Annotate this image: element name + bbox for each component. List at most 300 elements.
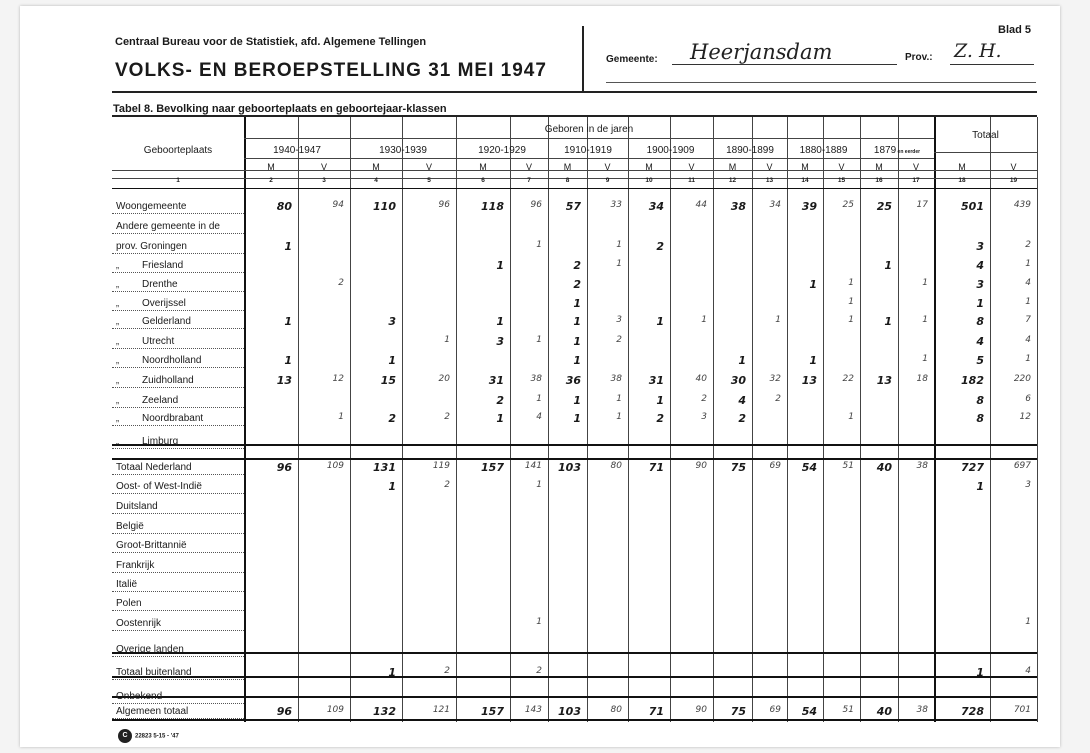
ditto-mark: „ [116, 260, 119, 270]
table-cell-value: 3 [496, 335, 504, 348]
table-cell-value: 1 [573, 354, 581, 367]
row-label-rule [112, 387, 244, 389]
row-label [116, 667, 192, 678]
table-header-rule [934, 152, 1037, 153]
row-label-text: Italië [116, 579, 138, 590]
table-cell-value: 40 [695, 374, 707, 384]
row-label [116, 436, 178, 447]
table-cell-value: 1 [884, 315, 892, 328]
row-label [116, 279, 178, 290]
table-section-rule [112, 652, 1037, 654]
page-number: Blad 5 [998, 24, 1032, 36]
provincie-underline [950, 64, 1034, 65]
table-cell-value: 8 [976, 315, 984, 328]
table-cell-value: 1 [573, 315, 581, 328]
row-label [116, 521, 144, 532]
row-label [116, 540, 187, 551]
column-number: 2 [269, 177, 273, 184]
table-cell-value: 4 [976, 259, 984, 272]
table-cell-value: 1 [848, 278, 854, 288]
table-cell-value: 1 [738, 354, 746, 367]
table-cell-value: 118 [481, 200, 504, 213]
table-cell-value: 182 [961, 374, 984, 387]
super-header: Geboren in de jaren [544, 124, 634, 135]
table-cell-value: 109 [326, 705, 344, 715]
column-number: 19 [1009, 177, 1018, 184]
table-cell-value: 4 [536, 412, 542, 422]
cbs-logo-icon: C [118, 729, 132, 743]
table-section-rule [112, 458, 1037, 460]
table-cell-value: 13 [876, 374, 892, 387]
row-label-text: Gelderland [142, 316, 191, 327]
table-cell-value: 12 [332, 374, 344, 384]
row-label-text: Andere gemeente in de [116, 221, 220, 232]
header-rule [112, 91, 1037, 93]
table-section-rule [112, 444, 1037, 446]
footer-print-code [118, 729, 179, 743]
table-cell-value: 1 [848, 412, 854, 422]
table-cell-value: 1 [536, 240, 542, 250]
year-class-header: 1930-1939 [379, 145, 427, 156]
column-number: 5 [427, 177, 431, 184]
table-cell-value: 2 [656, 240, 664, 253]
row-label-rule [112, 367, 244, 369]
table-cell-value: 34 [648, 200, 664, 213]
table-cell-value: 31 [488, 374, 504, 387]
table-cell-value: 1 [388, 480, 396, 493]
sex-header-m: M [267, 162, 275, 172]
table-cell-value: 71 [648, 705, 664, 718]
column-number: 12 [728, 177, 737, 184]
provincie-value: Z. H. [954, 40, 1002, 62]
sex-header-m: M [958, 162, 966, 172]
table-cell-value: 1 [922, 278, 928, 288]
table-cell-value: 2 [738, 412, 746, 425]
table-cell-value: 7 [1025, 315, 1031, 325]
ditto-mark: „ [116, 298, 119, 308]
row-label [116, 201, 186, 212]
table-cell-value: 697 [1013, 461, 1031, 471]
table-cell-value: 119 [432, 461, 450, 471]
table-cell-value: 1 [573, 297, 581, 310]
table-cell-value: 31 [648, 374, 664, 387]
table-cell-value: 1 [848, 315, 854, 325]
table-cell-value: 1 [496, 259, 504, 272]
column-number: 4 [374, 177, 378, 184]
table-cell-value: 6 [1025, 394, 1031, 404]
table-cell-value: 54 [801, 461, 817, 474]
table-cell-value: 1 [1025, 617, 1031, 627]
table-cell-value: 1 [284, 315, 292, 328]
sex-header-m: M [645, 162, 653, 172]
table-cell-value: 44 [695, 200, 707, 210]
table-cell-value: 3 [616, 315, 622, 325]
sex-header-m: M [372, 162, 380, 172]
table-section-rule [112, 188, 1037, 189]
gemeente-value: Heerjansdam [690, 40, 833, 64]
table-cell-value: 439 [1013, 200, 1031, 210]
row-label-rule [112, 572, 244, 574]
table-cell-value: 2 [338, 278, 344, 288]
row-label-text: Groot-Brittannië [116, 540, 187, 551]
table-cell-value: 69 [769, 705, 781, 715]
table-cell-value: 69 [769, 461, 781, 471]
row-label [116, 598, 142, 609]
row-label [116, 413, 203, 424]
table-cell-value: 157 [481, 705, 504, 718]
table-cell-value: 1 [496, 412, 504, 425]
table-cell-value: 1 [976, 480, 984, 493]
row-label-text: Oostenrijk [116, 618, 162, 629]
column-number: 15 [837, 177, 846, 184]
table-cell-value: 75 [730, 461, 746, 474]
column-number: 3 [322, 177, 326, 184]
table-cell-value: 1 [809, 278, 817, 291]
table-cell-value: 80 [276, 200, 292, 213]
row-label-rule [112, 213, 244, 215]
table-cell-value: 96 [276, 461, 292, 474]
row-label-text: Duitsland [116, 501, 158, 512]
sex-header-v: V [838, 162, 845, 172]
table-cell-value: 1 [616, 240, 622, 250]
table-cell-value: 1 [884, 259, 892, 272]
provincie-label: Prov.: [905, 52, 933, 63]
row-label-rule [112, 425, 244, 427]
row-label [116, 560, 154, 571]
table-cell-value: 12 [1019, 412, 1031, 422]
table-cell-value: 33 [610, 200, 622, 210]
table-cell-value: 8 [976, 394, 984, 407]
header-organisation: Centraal Bureau voor de Statistiek, afd. Algemene Tellingen [115, 36, 427, 48]
table-cell-value: 75 [730, 705, 746, 718]
row-label-text: Woongemeente [116, 201, 187, 212]
row-label-rule [112, 348, 244, 350]
table-cell-value: 3 [701, 412, 707, 422]
table-cell-value: 2 [496, 394, 504, 407]
row-label [116, 579, 137, 590]
table-cell-value: 727 [961, 461, 984, 474]
row-label-rule [112, 552, 244, 554]
table-cell-value: 51 [842, 461, 854, 471]
table-cell-value: 220 [1013, 374, 1031, 384]
year-class-header: 1940-1947 [273, 145, 321, 156]
column-number: 16 [875, 177, 883, 184]
years-suffix: en eerder [896, 149, 921, 155]
geboorteplaats-header: Geboorteplaats [143, 145, 213, 156]
row-label-rule [112, 679, 244, 681]
row-label [116, 395, 178, 406]
row-label-text: Zuidholland [142, 375, 194, 386]
table-cell-value: 38 [730, 200, 746, 213]
table-cell-value: 728 [961, 705, 984, 718]
table-cell-value: 22 [842, 374, 854, 384]
row-label [116, 260, 183, 271]
table-cell-value: 3 [388, 315, 396, 328]
table-section-rule [112, 719, 1037, 721]
table-cell-value: 1 [656, 315, 664, 328]
table-cell-value: 36 [565, 374, 581, 387]
table-cell-value: 39 [801, 200, 817, 213]
table-cell-value: 1 [496, 315, 504, 328]
table-cell-value: 1 [388, 666, 396, 679]
footer-code: 22823 5-15 - '47 [135, 733, 179, 740]
table-cell-value: 38 [916, 461, 928, 471]
table-cell-value: 30 [730, 374, 746, 387]
table-cell-value: 1 [388, 354, 396, 367]
row-label [116, 501, 158, 512]
column-number: 9 [605, 177, 610, 184]
sex-header-m: M [563, 162, 572, 172]
table-cell-value: 4 [1025, 335, 1031, 345]
row-label [116, 618, 161, 629]
row-label-text: Algemeen totaal [116, 706, 189, 717]
table-cell-value: 57 [565, 200, 581, 213]
row-label [116, 241, 187, 252]
ditto-mark: „ [116, 375, 119, 385]
header-title: VOLKS- EN BEROEPSTELLING 31 MEI 1947 [115, 60, 547, 81]
table-cell-value: 34 [769, 200, 781, 210]
table-cell-value: 1 [616, 394, 622, 404]
row-label-text: Limburg [142, 436, 179, 447]
table-cell-value: 4 [1025, 666, 1031, 676]
column-number: 8 [565, 177, 570, 184]
column-number: 13 [765, 177, 774, 184]
table-cell-value: 1 [701, 315, 707, 325]
row-label-rule [112, 272, 244, 274]
table-cell-value: 2 [388, 412, 396, 425]
row-label-rule [112, 493, 244, 495]
table-cell-value: 25 [842, 200, 854, 210]
column-number: 1 [176, 177, 180, 184]
sex-header-v: V [525, 162, 532, 172]
ditto-mark: „ [116, 279, 119, 289]
sex-header-v: V [320, 162, 327, 172]
table-cell-value: 1 [1025, 354, 1031, 364]
table-cell-value: 90 [695, 461, 707, 471]
table-cell-value: 38 [916, 705, 928, 715]
sex-header-v: V [1010, 162, 1017, 172]
row-label-text: Friesland [142, 260, 184, 271]
table-cell-value: 2 [616, 335, 622, 345]
table-cell-value: 132 [373, 705, 396, 718]
table-cell-value: 1 [536, 394, 542, 404]
row-label [116, 316, 191, 327]
table-cell-value: 143 [524, 705, 542, 715]
row-label [116, 375, 194, 386]
table-cell-value: 1 [616, 412, 622, 422]
sex-header-v: V [688, 162, 695, 172]
row-label-rule [112, 630, 244, 632]
sex-header-v: V [912, 162, 919, 172]
table-cell-value: 1 [573, 335, 581, 348]
row-label-text: Noordbrabant [142, 413, 204, 424]
row-label-rule [112, 407, 244, 409]
table-cell-value: 110 [373, 200, 396, 213]
column-number: 10 [645, 177, 653, 184]
row-label-rule [112, 703, 244, 705]
table-cell-value: 1 [976, 297, 984, 310]
table-title: Tabel 8. Bevolking naar geboorteplaats en geboortejaar-klassen [113, 103, 447, 115]
table-cell-value: 141 [524, 461, 542, 471]
table-cell-value: 131 [373, 461, 396, 474]
row-label-rule [112, 474, 244, 476]
row-label [116, 706, 188, 717]
row-label-text: Totaal Nederland [116, 462, 192, 473]
table-cell-value: 40 [876, 705, 892, 718]
table-header-rule [244, 138, 934, 139]
table-cell-value: 4 [976, 335, 984, 348]
table-cell-value: 1 [976, 666, 984, 679]
row-label-rule [112, 718, 244, 720]
row-label-text: prov. Groningen [116, 241, 187, 252]
ditto-mark: „ [116, 336, 119, 346]
table-cell-value: 2 [573, 278, 581, 291]
table-cell-value: 157 [481, 461, 504, 474]
year-class-header: 1880-1889 [799, 145, 848, 156]
table-cell-value: 701 [1013, 705, 1031, 715]
row-label-text: Polen [116, 598, 142, 609]
table-cell-value: 1 [536, 335, 542, 345]
table-cell-value: 4 [1025, 278, 1031, 288]
year-class-header: 1920-1929 [478, 145, 526, 156]
table-cell-value: 103 [558, 705, 581, 718]
year-class-header: 1890-1899 [726, 145, 774, 156]
table-cell-value: 1 [284, 240, 292, 253]
row-label-rule [112, 448, 244, 450]
header-rule-right [606, 82, 1036, 83]
sex-header-m: M [801, 162, 809, 172]
table-cell-value: 121 [432, 705, 450, 715]
table-cell-value: 1 [338, 412, 344, 422]
year-class-header: 1879 en eerder [873, 145, 921, 156]
table-cell-value: 38 [530, 374, 542, 384]
row-label [116, 691, 162, 702]
table-cell-value: 80 [610, 461, 622, 471]
column-number: 17 [912, 177, 920, 184]
table-cell-value: 1 [775, 315, 781, 325]
gemeente-label: Gemeente: [606, 54, 658, 65]
table-cell-value: 17 [916, 200, 928, 210]
ditto-mark: „ [116, 355, 119, 365]
sex-header-v: V [766, 162, 773, 172]
table-cell-value: 3 [976, 278, 984, 291]
table-cell-value: 71 [648, 461, 664, 474]
row-label-rule [112, 591, 244, 593]
row-label-text: Frankrijk [116, 560, 155, 571]
row-label-rule [112, 656, 244, 658]
row-label-text: Noordholland [142, 355, 202, 366]
row-label-rule [112, 291, 244, 293]
table-cell-value: 1 [444, 335, 450, 345]
ditto-mark: „ [116, 395, 119, 405]
row-label [116, 336, 174, 347]
table-cell-value: 90 [695, 705, 707, 715]
table-cell-value: 2 [775, 394, 781, 404]
table-cell-value: 32 [769, 374, 781, 384]
table-cell-value: 8 [976, 412, 984, 425]
row-label-text: Drenthe [142, 279, 178, 290]
ditto-mark: „ [116, 316, 119, 326]
row-label-text: Overijssel [142, 298, 186, 309]
column-number: 11 [688, 177, 695, 184]
table-cell-value: 3 [976, 240, 984, 253]
year-class-header: 1900-1909 [646, 145, 695, 156]
total-header: Totaal [972, 130, 999, 141]
table-cell-value: 54 [801, 705, 817, 718]
table-cell-value: 1 [573, 394, 581, 407]
row-label-rule [112, 610, 244, 612]
column-number: 7 [527, 177, 531, 184]
table-cell-value: 38 [610, 374, 622, 384]
table-section-rule [112, 696, 1037, 698]
table-cell-value: 1 [616, 259, 622, 269]
table-cell-value: 1 [848, 297, 854, 307]
table-cell-value: 1 [1025, 297, 1031, 307]
table-cell-value: 2 [1025, 240, 1031, 250]
row-label-text: Onbekend [116, 691, 163, 702]
column-number: 14 [801, 177, 809, 184]
table-cell-value: 94 [332, 200, 344, 210]
table-cell-value: 1 [922, 315, 928, 325]
column-number: 18 [958, 177, 966, 184]
table-cell-value: 25 [876, 200, 892, 213]
table-cell-value: 20 [438, 374, 450, 384]
sex-header-m: M [875, 162, 883, 172]
table-cell-value: 109 [326, 461, 344, 471]
table-cell-value: 13 [801, 374, 817, 387]
sex-header-m: M [479, 162, 487, 172]
header-divider [582, 26, 584, 92]
row-label [116, 298, 186, 309]
row-label [116, 644, 184, 655]
row-label-rule [112, 533, 244, 535]
sex-header-v: V [425, 162, 432, 172]
column-number: 6 [481, 177, 485, 184]
table-cell-value: 18 [916, 374, 928, 384]
row-label [116, 355, 202, 366]
table-cell-value: 2 [656, 412, 664, 425]
row-label-text: Overige landen [116, 644, 184, 655]
table-cell-value: 51 [842, 705, 854, 715]
table-section-rule [112, 676, 1037, 678]
table-cell-value: 13 [276, 374, 292, 387]
gemeente-underline [672, 64, 897, 65]
row-label-rule [112, 328, 244, 330]
table-cell-value: 1 [922, 354, 928, 364]
table-cell-value: 3 [1025, 480, 1031, 490]
table-cell-value: 80 [610, 705, 622, 715]
row-label-rule [112, 253, 244, 255]
row-label-text: Totaal buitenland [116, 667, 192, 678]
table-cell-value: 2 [573, 259, 581, 272]
table-cell-value: 96 [530, 200, 542, 210]
table-cell-value: 1 [809, 354, 817, 367]
ditto-mark: „ [116, 413, 119, 423]
table-cell-value: 1 [656, 394, 664, 407]
table-cell-value: 1 [1025, 259, 1031, 269]
row-label-rule [112, 310, 244, 312]
table-cell-value: 4 [738, 394, 746, 407]
row-label [116, 221, 220, 232]
table-cell-value: 103 [558, 461, 581, 474]
table-cell-value: 1 [536, 617, 542, 627]
table-cell-value: 1 [536, 480, 542, 490]
table-cell-value: 96 [438, 200, 450, 210]
sex-header-m: M [728, 162, 737, 172]
year-class-header: 1910-1919 [564, 145, 612, 156]
table-cell-value: 1 [284, 354, 292, 367]
row-label [116, 481, 202, 492]
